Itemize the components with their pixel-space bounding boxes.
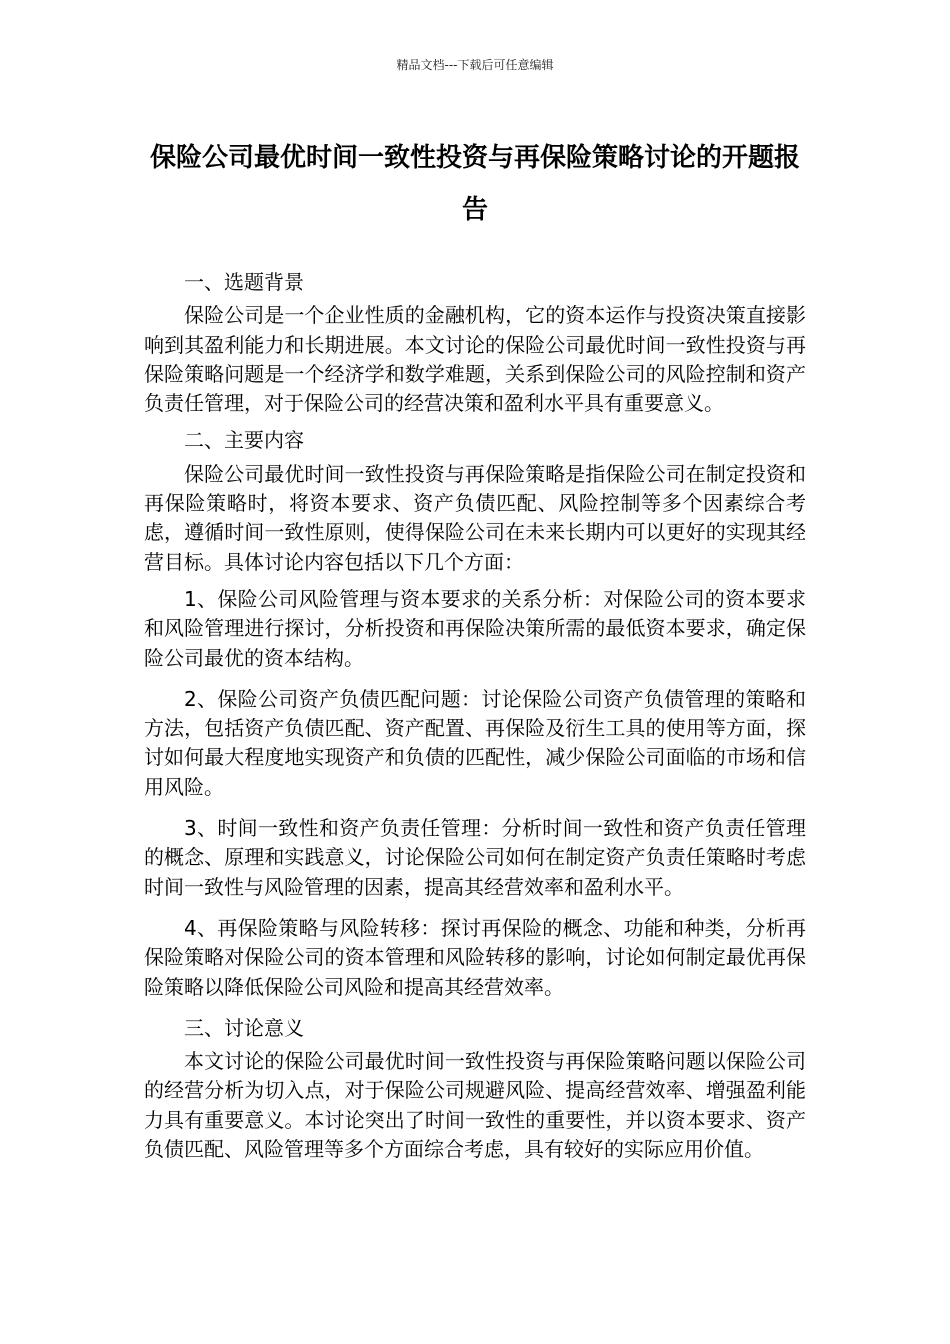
section-heading-significance: 三、讨论意义 bbox=[184, 1015, 304, 1040]
section-heading-background: 一、选题背景 bbox=[184, 270, 304, 294]
section-heading-main-content: 二、主要内容 bbox=[184, 428, 304, 453]
list-item: 4、再保险策略与风险转移：探讨再保险的概念、功能和种类，分析再保险策略对保险公司的资本管理和风险转移的影响，讨论如何制定最优再保险策略以降低保险公司风险和提高其经营效率。 bbox=[144, 915, 806, 999]
header-note: 精品文档---下载后可任意编辑 bbox=[396, 58, 554, 72]
list-item: 3、时间一致性和资产负责任管理：分析时间一致性和资产负责任管理的概念、原理和实践意义，讨论保险公司如何在制定资产负责任策略时考虑时间一致性与风险管理的因素，提高其经营效率和盈利水平。 bbox=[144, 816, 806, 899]
document-title: 保险公司最优时间一致性投资与再保险策略讨论的开题报告 bbox=[149, 143, 800, 225]
list-item: 1、保险公司风险管理与资本要求的关系分析：对保险公司的资本要求和风险管理进行探讨，分析投资和再保险决策所需的最低资本要求，确定保险公司最优的资本结构。 bbox=[144, 586, 806, 670]
paragraph-main-content: 保险公司最优时间一致性投资与再保险策略是指保险公司在制定投资和再保险策略时，将资本要求、资产负债匹配、风险控制等多个因素综合考虑，遵循时间一致性原则，使得保险公司在未来长期内可以更好的实现其经营目标。具体讨论内容包括以下几个方面： bbox=[144, 461, 806, 574]
document-body bbox=[144, 268, 806, 1172]
paragraph-significance: 本文讨论的保险公司最优时间一致性投资与再保险策略问题以保险公司的经营分析为切入点，对于保险公司规避风险、提高经营效率、增强盈利能力具有重要意义。本讨论突出了时间一致性的重要性，并以资本要求、资产负债匹配、风险管理等多个方面综合考虑，具有较好的实际应用价值。 bbox=[144, 1049, 806, 1162]
list-item: 2、保险公司资产负债匹配问题：讨论保险公司资产负债管理的策略和方法，包括资产负债匹配、资产配置、再保险及衍生工具的使用等方面，探讨如何最大程度地实现资产和负债的匹配性，减少保险公司面临的市场和信用风险。 bbox=[144, 686, 806, 799]
paragraph-background: 保险公司是一个企业性质的金融机构，它的资本运作与投资决策直接影响到其盈利能力和长期进展。本文讨论的保险公司最优时间一致性投资与再保险策略问题是一个经济学和数学难题，关系到保险公司的风险控制和资产负责任管理，对于保险公司的经营决策和盈利水平具有重要意义。 bbox=[144, 303, 806, 416]
